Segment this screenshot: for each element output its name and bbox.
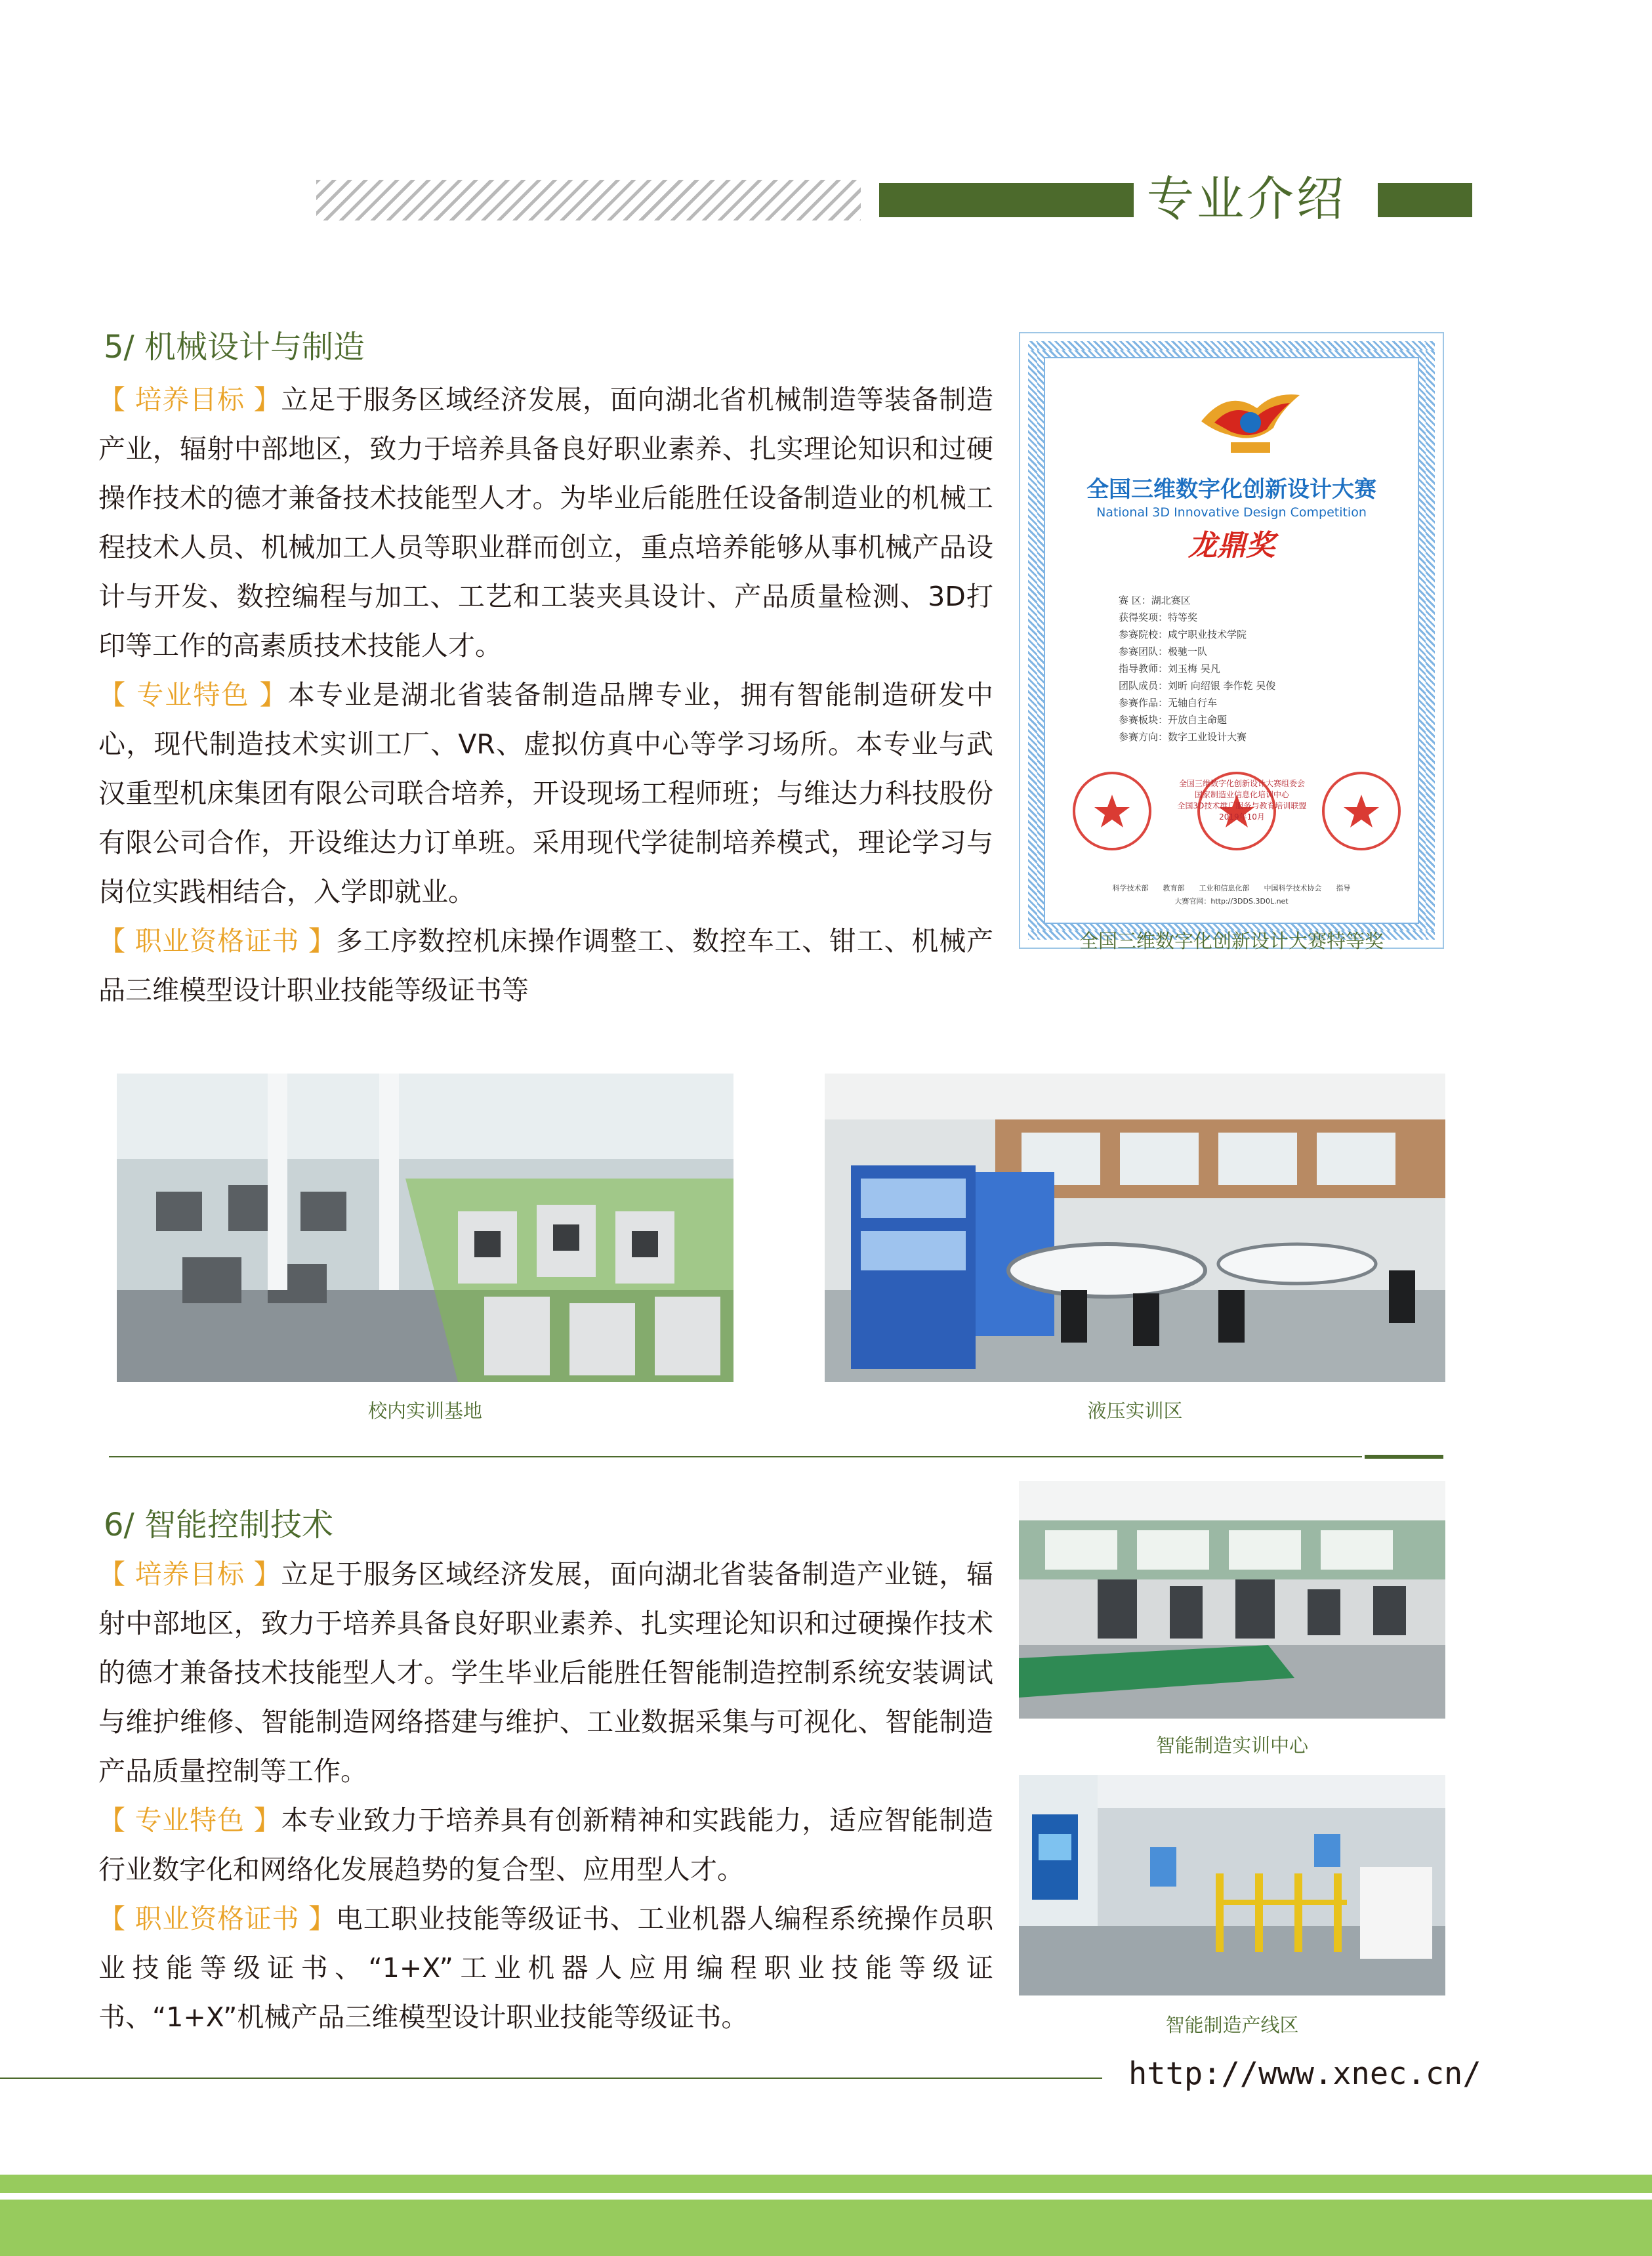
production-line-photo: [1019, 1775, 1445, 1995]
certificate-details: [1119, 592, 1275, 745]
website-url[interactable]: http://www.xnec.cn/: [1128, 2056, 1481, 2092]
section-5-goal: [98, 375, 993, 671]
goal-text: 立足于服务区域经济发展，面向湖北省装备制造产业链，辐射中部地区，致力于培养具备良好职业素养、扎实理论知识和过硬操作技术的德才兼备技术技能型人才。学生毕业后能胜任智能制造控制系统安装调试与维护维修、智能制造网络搭建与维护、工业数据采集与可视化、智能制造产品质量控制等工作。: [98, 1558, 993, 1787]
certificate-award-name: 龙鼎奖: [1188, 529, 1275, 562]
goal-tag: 【 培养目标 】: [98, 384, 281, 415]
certificate-website: 大赛官网：http://3DDS.3D0L.net: [1174, 897, 1289, 906]
feature-text: 本专业是湖北省装备制造品牌专业，拥有智能制造研发中心，现代制造技术实训工厂、VR、虚拟仿真中心等学习场所。本专业与武汉重型机床集团有限公司联合培养，开设现场工程师班；与维达力科技股份有限公司合作，开设维达力订单班。采用现代学徒制培养模式，理论学习与岗位实践相结合，入学即就业。: [98, 679, 993, 908]
cert-text: 多工序数控机床操作调整工、数控车工、钳工、机械产品三维模型设计职业技能等级证书等: [98, 925, 993, 1006]
issuer-line: 国家制造业信息化培训中心: [1194, 790, 1289, 799]
cert-row: 参赛团队：极驰一队: [1119, 646, 1208, 658]
certificate-body: [1044, 357, 1419, 924]
issuer-line: 全国3D技术推广服务与教育培训联盟: [1177, 801, 1307, 810]
feature-text: 本专业致力于培养具有创新精神和实践能力，适应智能制造行业数字化和网络化发展趋势的复合型、应用型人才。: [98, 1805, 993, 1885]
certificate-title: 全国三维数字化创新设计大赛: [1086, 476, 1376, 503]
header-bar-left: [879, 183, 1134, 217]
section-6-body: [98, 1550, 993, 2042]
section-6-goal: [98, 1550, 993, 1796]
section-divider: [109, 1456, 1362, 1457]
footer-band: [0, 2200, 1652, 2256]
competition-logo-icon: [1195, 382, 1306, 467]
training-base-photo: [117, 1074, 733, 1382]
section-divider-accent: [1365, 1455, 1443, 1459]
cert-row: 团队成员：刘昕 向绍银 李作乾 吴俊: [1119, 680, 1276, 692]
feature-tag: 【 专业特色 】: [98, 679, 288, 711]
cert-row: 参赛板块：开放自主命题: [1119, 714, 1228, 726]
issuer-line: 全国三维数字化创新设计大赛组委会: [1178, 779, 1305, 788]
goal-text: 立足于服务区域经济发展，面向湖北省机械制造等装备制造产业，辐射中部地区，致力于培养具备良好职业素养、扎实理论知识和过硬操作技术的德才兼备技术技能型人才。为毕业后能胜任设备制造业的机械工程技术人员、机械加工人员等职业群而创立，重点培养能够从事机械产品设计与开发、数控编程与加工、工艺和工装夹具设计、产品质量检测、3D打印等工作的高素质技术技能人才。: [98, 384, 993, 661]
cert-tag: 【 职业资格证书 】: [98, 1903, 336, 1934]
certificate-issuer: [1144, 778, 1340, 823]
cert-row: 赛 区：湖北赛区: [1119, 595, 1191, 606]
header-hatch-decoration: [316, 180, 861, 220]
section-6-title: 6/ 智能控制技术: [104, 1507, 333, 1543]
feature-tag: 【 专业特色 】: [98, 1805, 281, 1836]
header-bar-right: [1378, 183, 1472, 217]
smart-manufacturing-center-caption: 智能制造实训中心: [1155, 1734, 1308, 1757]
footer-rule: [0, 2078, 1102, 2079]
cert-tag: 【 职业资格证书 】: [98, 925, 336, 957]
cert-row: 参赛作品：无轴自行车: [1119, 697, 1218, 709]
goal-tag: 【 培养目标 】: [98, 1558, 281, 1590]
certificate-caption: 全国三维数字化创新设计大赛特等奖: [1079, 930, 1384, 952]
cert-text: 电工职业技能等级证书、工业机器人编程系统操作员职业技能等级证书、“1+X”工业机器人应用编程职业技能等级证书、“1+X”机械产品三维模型设计职业技能等级证书。: [98, 1903, 993, 2033]
award-certificate: [1019, 332, 1444, 949]
certificate-title-en: National 3D Innovative Design Competition: [1096, 505, 1367, 520]
issuer-line: 2019年10月: [1219, 812, 1265, 822]
production-line-caption: 智能制造产线区: [1165, 2014, 1299, 2036]
smart-manufacturing-center-photo: [1019, 1481, 1445, 1719]
certificate-sponsors: 科学技术部 教育部 工业和信息化部 中国科学技术协会 指导: [1112, 884, 1351, 892]
page-title: 专业介绍: [1147, 171, 1347, 226]
cert-row: 参赛方向：数字工业设计大赛: [1119, 731, 1247, 743]
section-5-body: [98, 375, 993, 1015]
cert-row: 获得奖项：特等奖: [1119, 612, 1198, 623]
hydraulics-lab-photo: [825, 1074, 1445, 1382]
section-6-cert: [98, 1894, 993, 2042]
section-5-feature: [98, 671, 993, 917]
cert-row: 指导教师：刘玉梅 吴凡: [1119, 663, 1220, 675]
hydraulics-lab-caption: 液压实训区: [1087, 1400, 1183, 1422]
training-base-caption: 校内实训基地: [367, 1400, 482, 1422]
section-6-feature: [98, 1796, 993, 1894]
footer-band-thin: [0, 2175, 1652, 2193]
section-5-title: 5/ 机械设计与制造: [104, 329, 365, 366]
cert-row: 参赛院校：咸宁职业技术学院: [1119, 629, 1247, 640]
section-5-cert: [98, 917, 993, 1015]
